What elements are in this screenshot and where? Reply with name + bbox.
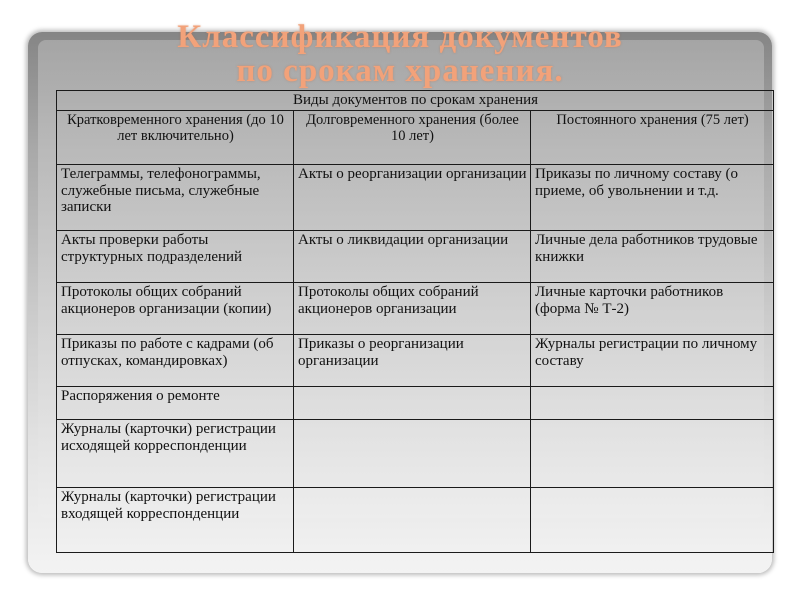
table-cell: Акты проверки работы структурных подразделений [57, 231, 294, 283]
table-cell: Личные дела работников трудовые книжки [531, 231, 774, 283]
table-cell: Журналы (карточки) регистрации исходящей корреспонденции [57, 420, 294, 488]
table-cell [531, 387, 774, 420]
table-row [57, 335, 774, 387]
table-cell [294, 387, 531, 420]
table-cell [531, 488, 774, 553]
table-cell: Приказы по личному составу (о приеме, об увольнении и т.д. [531, 165, 774, 231]
table-cell: Журналы регистрации по личному составу [531, 335, 774, 387]
table-cell [531, 420, 774, 488]
table-cell: Телеграммы, телефонограммы, служебные письма, служебные записки [57, 165, 294, 231]
table-cell [294, 488, 531, 553]
storage-periods-table [56, 90, 774, 553]
table-row [57, 283, 774, 335]
slide-title [28, 20, 772, 88]
table-cell: Акты о ликвидации организации [294, 231, 531, 283]
table-row [57, 165, 774, 231]
table-cell: Акты о реорганизации организации [294, 165, 531, 231]
column-header-long-term: Долговременного хранения (более 10 лет) [294, 111, 531, 165]
table-cell: Протоколы общих собраний акционеров организации (копии) [57, 283, 294, 335]
slide-title-line-1: Классификация документов [177, 19, 623, 55]
table-cell: Личные карточки работников (форма № Т-2) [531, 283, 774, 335]
slide-title-line-2: по срокам хранения. [236, 53, 564, 89]
table-cell: Приказы о реорганизации организации [294, 335, 531, 387]
table-cell: Журналы (карточки) регистрации входящей корреспонденции [57, 488, 294, 553]
table-cell: Приказы по работе с кадрами (об отпусках, командировках) [57, 335, 294, 387]
table-cell: Распоряжения о ремонте [57, 387, 294, 420]
column-header-permanent: Постоянного хранения (75 лет) [531, 111, 774, 165]
table-caption: Виды документов по срокам хранения [57, 91, 774, 111]
table-cell [294, 420, 531, 488]
table-cell: Протоколы общих собраний акционеров организации [294, 283, 531, 335]
table-row [57, 231, 774, 283]
table-row [57, 488, 774, 553]
table-row [57, 420, 774, 488]
column-header-short-term: Кратковременного хранения (до 10 лет включительно) [57, 111, 294, 165]
table-row [57, 387, 774, 420]
